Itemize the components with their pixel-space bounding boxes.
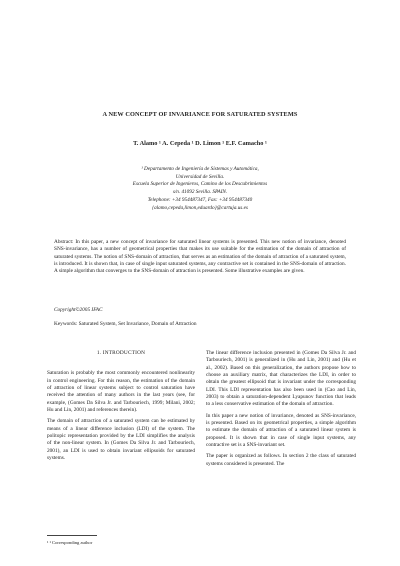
abstract: Abstract: In this paper, a new concept of invariance for saturated linear systems is presented. This new notion of invariance, denoted SNS-invariance, has a number of geometrical properties that makes its use suitable for the estimation of the domain of attraction of saturated systems. The notion of SNS-domain of attraction, that serves as an estimation of the domain of attraction of a saturated system, is introduced. It is shown that, in case of single input saturated systems, any contractive set is contained in the SNS-domain of attraction. A simple algorithm that converges to the SNS-domain of attraction is presented. Some illustrative examples are given. <box>54 239 346 275</box>
paper-title: A NEW CONCEPT OF INVARIANCE FOR SATURATED SYSTEMS <box>102 111 298 118</box>
body-paragraph: The paper is organized as follows. In section 2 the class of saturated systems considered is presented. The <box>206 453 356 467</box>
author-list: T. Alamo ¹ A. Cepeda ¹ D. Limon ¹ E.F. Camacho ¹ <box>133 140 267 147</box>
body-paragraph: Saturation is probably the most commonly encountered nonlinearity in control engineering. For this reason, the estimation of the domain of attraction of linear systems subject to control saturation have received the attention of many authors in the last years (see, for example, (Gomes Da Silva Jr. and Tarbouriech, 1999; Milani, 2002; Hu and Lin, 2001) and references therein). <box>47 370 195 414</box>
right-column <box>206 350 356 472</box>
footnote-divider <box>47 535 97 536</box>
keywords: Keywords: Saturated System, Set Invariance, Domain of Attraction <box>54 321 197 327</box>
affiliation-line: Telephone: +34 954487347, Fax: +34 954487340 <box>147 196 253 203</box>
footnote: ¹ ¹ Corresponding author <box>47 540 93 545</box>
affiliation-block <box>40 166 360 212</box>
copyright-notice: Copyright©2005 IFAC <box>54 307 103 313</box>
affiliation-line: ¹ Departamento de Ingeniería de Sistemas y Automática, <box>141 166 259 172</box>
body-paragraph: The linear difference inclusion presented in (Gomes Da Silva Jr. and Tarbouriech, 2001) is generalized in (Hu and Lin, 2001) and (Hu et al., 2002). Based on this generalization, the authors propose how to choose an auxiliary matrix, that characterizes the LDI, in order to obtain the greatest ellipsoid that is invariant under the corresponding LDI. This LDI representation has also been used in (Cao and Lin, 2003) to obtain a saturation-dependent Lyapunov function that leads to a less conservative estimation of the domain of attraction. <box>206 350 356 408</box>
section-heading-introduction: 1. INTRODUCTION <box>96 350 146 356</box>
body-paragraph: In this paper a new notion of invariance, denoted as SNS-invariance, is presented. Based on its geometrical properties, a simple algorithm to estimate the domain of attraction of a saturated linear system is proposed. It is shown that in case of single input systems, any contractive set is a SNS-invariant set. <box>206 412 356 449</box>
affiliation-line: s/n. 41092 Sevilla. SPAIN. <box>172 189 228 196</box>
affiliation-line: Universidad de Sevilla. <box>175 173 225 180</box>
affiliation-line: Escuela Superior de Ingenieros, Camino de los Descubrimientos <box>132 181 268 188</box>
left-column <box>47 350 195 466</box>
body-paragraph: The domain of attraction of a saturated system can be estimated by means of a linear difference inclusion (LDI) of the system. The politopic representation provided by the LDI simplifies the analysis of the non-linear system. In (Gomes Da Silva Jr. and Tarbouriech, 2001), an LDI is used to obtain invariant ellipsoids for saturated systems. <box>47 418 195 462</box>
affiliation-line: {alamo,cepeda,limon,eduardo}@cartuja.us.es <box>152 204 248 211</box>
